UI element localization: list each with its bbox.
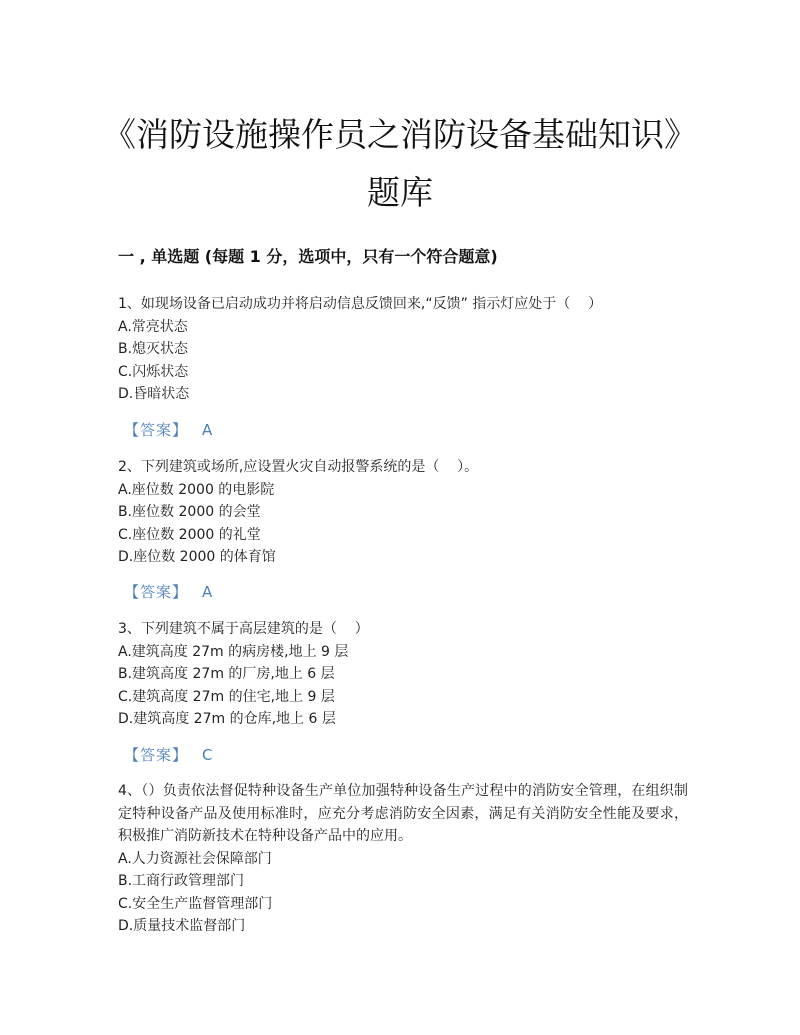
option-a: A.人力资源社会保障部门 xyxy=(118,850,272,867)
option-c: C.建筑高度 27m 的住宅,地上 9 层 xyxy=(118,688,335,705)
answer-value: A xyxy=(202,583,213,601)
option-c: C.闪烁状态 xyxy=(118,363,189,380)
question-stem: 3、下列建筑不属于高层建筑的是（ ） xyxy=(118,621,369,637)
option-d: D.昏暗状态 xyxy=(118,386,190,402)
answer-row-1 xyxy=(124,419,212,441)
document-title: 《消防设施操作员之消防设备基础知识》题库 xyxy=(103,115,697,212)
question-stem: 1、如现场设备已启动成功并将启动信息反馈回来,“反馈” 指示灯应处于（ ） xyxy=(118,296,603,312)
option-b: B.工商行政管理部门 xyxy=(118,873,245,889)
answer-row-2 xyxy=(124,581,212,603)
answer-label: 【答案】 xyxy=(124,583,189,601)
answer-label: 【答案】 xyxy=(124,421,189,439)
option-a: A.座位数 2000 的电影院 xyxy=(118,481,275,498)
question-4 xyxy=(118,780,688,938)
option-d: D.座位数 2000 的体育馆 xyxy=(118,549,276,565)
answer-value: A xyxy=(202,421,213,439)
option-b: B.建筑高度 27m 的厂房,地上 6 层 xyxy=(118,666,335,682)
option-a: A.建筑高度 27m 的病房楼,地上 9 层 xyxy=(118,643,349,660)
option-d: D.建筑高度 27m 的仓库,地上 6 层 xyxy=(118,711,336,727)
option-a: A.常亮状态 xyxy=(118,318,188,335)
option-c: C.座位数 2000 的礼堂 xyxy=(118,526,261,543)
option-c: C.安全生产监督管理部门 xyxy=(118,895,273,912)
answer-row-3 xyxy=(124,744,213,766)
section-heading: 一 , 单选题 (每题 1 分，选项中，只有一个符合题意) xyxy=(118,247,498,266)
answer-value: C xyxy=(202,746,213,764)
answer-label: 【答案】 xyxy=(124,746,189,764)
question-stem: 4、（）负责依法督促特种设备生产单位加强特种设备生产过程中的消防安全管理，在组织制定特种设备产品及使用标准时，应充分考虑消防安全因素，满足有关消防安全性能及要求，积极推广消防新技术在特种设备产品中的应用。 xyxy=(118,783,688,844)
question-1 xyxy=(118,293,688,406)
option-b: B.座位数 2000 的会堂 xyxy=(118,504,261,520)
option-d: D.质量技术监督部门 xyxy=(118,918,246,934)
question-stem: 2、下列建筑或场所,应设置火灾自动报警系统的是（ ）。 xyxy=(118,459,479,475)
question-2 xyxy=(118,456,688,569)
option-b: B.熄灭状态 xyxy=(118,341,189,357)
question-3 xyxy=(118,618,688,731)
